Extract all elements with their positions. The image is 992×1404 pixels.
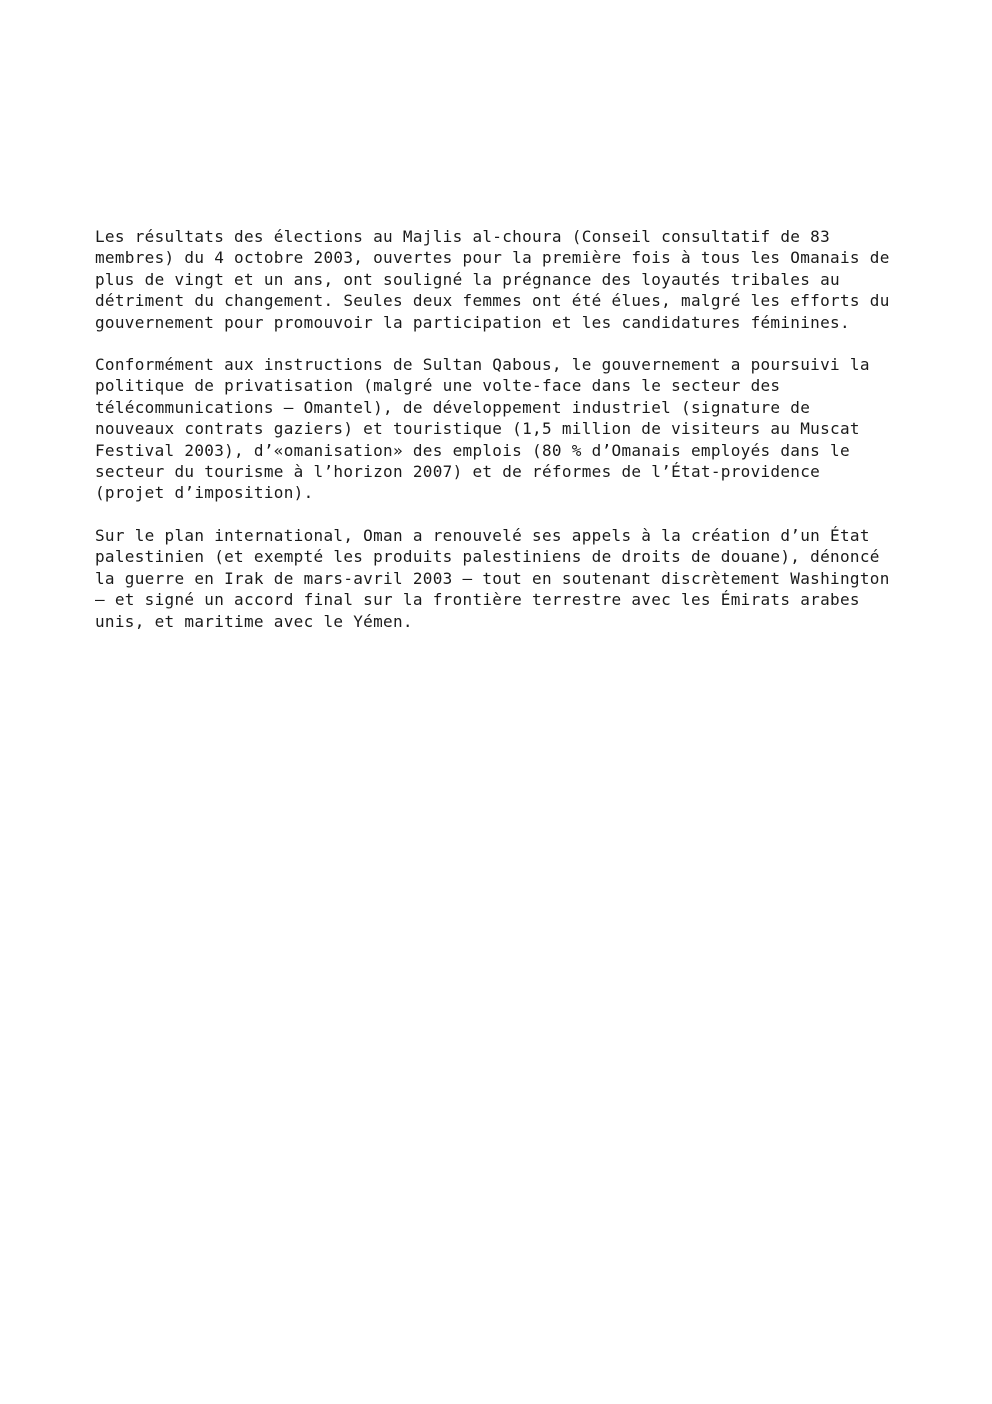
text-line: Conformément aux instructions de Sultan Qabous, le gouvernement a poursuivi la — [95, 355, 870, 375]
text-line: Sur le plan international, Oman a renouvelé ses appels à la création d’un État — [95, 525, 870, 545]
text-line: palestinien (et exempté les produits palestiniens de droits de douane), dénoncé — [95, 547, 880, 567]
text-line: Les résultats des élections au Majlis al-choura (Conseil consultatif de 83 — [95, 227, 831, 246]
text-line: la guerre en Irak de mars-avril 2003 – tout en soutenant discrètement Washington — [95, 568, 890, 588]
paragraph-international — [95, 525, 915, 632]
text-line: – et signé un accord final sur la frontière terrestre avec les Émirats arabes — [95, 590, 860, 610]
text-line: politique de privatisation (malgré une volte-face dans le secteur des — [95, 376, 781, 396]
document-page — [95, 226, 915, 653]
text-line: plus de vingt et un ans, ont souligné la prégnance des loyautés tribales au — [95, 269, 840, 289]
paragraph-economy — [95, 354, 915, 504]
text-line: gouvernement pour promouvoir la participation et les candidatures féminines. — [95, 312, 850, 332]
text-line: nouveaux contrats gaziers) et touristique (1,5 million de visiteurs au Muscat — [95, 419, 860, 439]
text-line: télécommunications – Omantel), de développement industriel (signature de — [95, 397, 811, 417]
text-line: détriment du changement. Seules deux femmes ont été élues, malgré les efforts du — [95, 291, 890, 311]
text-line: unis, et maritime avec le Yémen. — [95, 611, 413, 631]
text-line: membres) du 4 octobre 2003, ouvertes pour la première fois à tous les Omanais de — [95, 248, 890, 268]
text-line: (projet d’imposition). — [95, 483, 314, 503]
paragraph-elections — [95, 226, 915, 333]
text-line: Festival 2003), d’«omanisation» des emplois (80 % d’Omanais employés dans le — [95, 440, 850, 460]
text-line: secteur du tourisme à l’horizon 2007) et de réformes de l’État-providence — [95, 462, 821, 482]
